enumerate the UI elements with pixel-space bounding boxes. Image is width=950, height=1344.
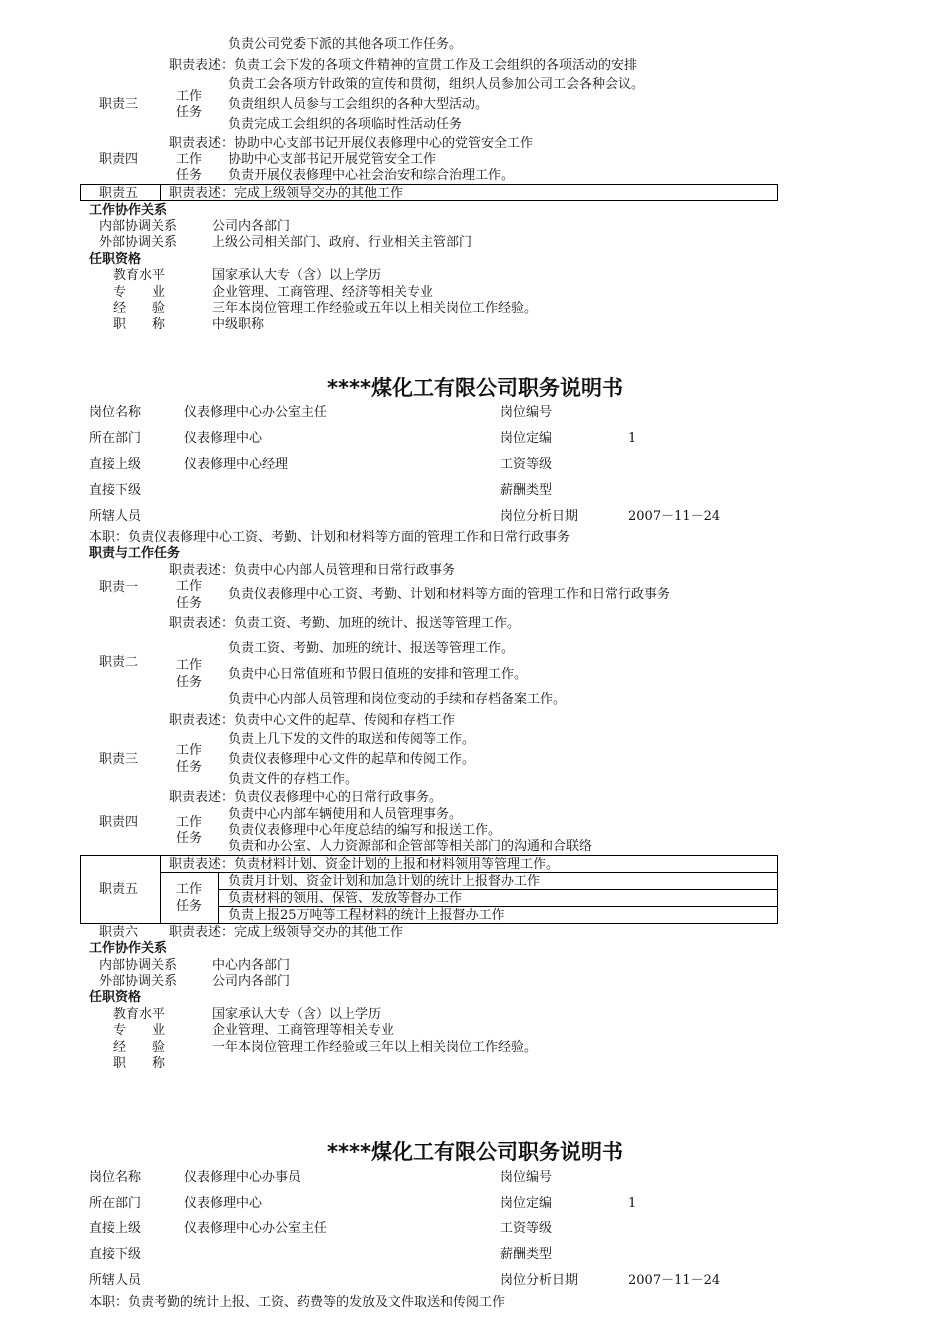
field-label: 直接上级 [89,1221,142,1236]
task-label: 任务 [176,760,203,775]
duty-statement: 职责表述：负责中心文件的起草、传阅和存档工作 [169,713,456,728]
duty-label: 职责六 [99,925,139,940]
task-text: 负责开展仪表修理中心社会治安和综合治理工作。 [228,168,515,183]
task-label: 工作 [176,882,203,897]
field-label: 外部协调关系 [99,974,178,989]
field-label: 教育水平 [113,1007,166,1022]
main-duty: 本职：负责考勤的统计上报、工资、药费等的发放及文件取送和传阅工作 [89,1295,506,1310]
field-label: 内部协调关系 [99,219,178,234]
field-value: 2007－11－24 [628,1273,721,1288]
field-label: 所辖人员 [89,1273,142,1288]
field-label: 所在部门 [89,431,142,446]
field-value: 国家承认大专（含）以上学历 [212,268,382,283]
field-label: 岗位定编 [500,431,553,446]
divider [218,889,778,890]
task-label: 工作 [176,579,203,594]
field-value: 仪表修理中心 [184,1196,263,1211]
task-text: 负责仪表修理中心年度总结的编写和报送工作。 [228,823,502,838]
task-label: 任务 [176,899,203,914]
section-heading: 工作协作关系 [89,941,168,956]
document-title: ****煤化工有限公司职务说明书 [327,1140,623,1164]
task-label: 任务 [176,596,203,611]
task-label: 工作 [176,152,203,167]
field-label: 岗位分析日期 [500,1273,579,1288]
field-value: 中级职称 [212,317,265,332]
field-value: 仪表修理中心办公室主任 [184,1221,328,1236]
task-label: 工作 [176,658,203,673]
field-label: 薪酬类型 [500,483,553,498]
duty-label: 职责二 [99,655,139,670]
divider [160,855,161,924]
duty-label: 职责五 [99,186,139,201]
field-label: 岗位编号 [500,405,553,420]
field-label: 直接下级 [89,483,142,498]
task-text: 负责上几下发的文件的取送和传阅等工作。 [228,732,476,747]
field-label: 经 验 [113,1040,166,1055]
field-value: 1 [628,1196,637,1211]
divider [218,872,219,924]
task-text: 负责月计划、资金计划和加急计划的统计上报督办工作 [228,874,541,889]
duty-label: 职责四 [99,815,139,830]
duty-statement: 职责表述：协助中心支部书记开展仪表修理中心的党管安全工作 [169,136,534,151]
field-label: 直接上级 [89,457,142,472]
field-label: 专 业 [113,1023,166,1038]
section-heading: 任职资格 [89,990,142,1005]
task-label: 工作 [176,89,203,104]
field-value: 2007－11－24 [628,509,721,524]
field-value: 公司内各部门 [212,974,291,989]
field-label: 所辖人员 [89,509,142,524]
duty-statement: 职责表述：负责工资、考勤、加班的统计、报送等管理工作。 [169,616,521,631]
task-text: 负责上报25万吨等工程材料的统计上报督办工作 [228,908,505,923]
task-text: 负责完成工会组织的各项临时性活动任务 [228,117,463,132]
section-heading: 任职资格 [89,252,142,267]
field-value: 中心内各部门 [212,958,291,973]
task-label: 工作 [176,743,203,758]
field-label: 薪酬类型 [500,1247,553,1262]
task-text: 负责仪表修理中心工资、考勤、计划和材料等方面的管理工作和日常行政事务 [228,587,671,602]
field-label: 岗位分析日期 [500,509,579,524]
field-label: 专 业 [113,285,166,300]
duty-statement: 职责表述：负责仪表修理中心的日常行政事务。 [169,790,443,805]
duty-label: 职责三 [99,97,139,112]
field-value: 1 [628,431,637,446]
task-text: 负责中心日常值班和节假日值班的安排和管理工作。 [228,667,528,682]
task-text: 负责工资、考勤、加班的统计、报送等管理工作。 [228,641,515,656]
field-value: 公司内各部门 [212,219,291,234]
field-label: 职 称 [113,317,166,332]
field-value: 国家承认大专（含）以上学历 [212,1007,382,1022]
duty-statement: 职责表述：完成上级领导交办的其他工作 [169,186,404,201]
main-duty: 本职：负责仪表修理中心工资、考勤、计划和材料等方面的管理工作和日常行政事务 [89,530,571,545]
duty-statement: 职责表述：负责材料计划、资金计划的上报和材料领用等管理工作。 [169,857,560,872]
task-text: 负责工会各项方针政策的宣传和贯彻，组织人员参加公司工会各种会议。 [228,77,645,92]
duty-label: 职责四 [99,152,139,167]
field-label: 岗位名称 [89,1170,142,1185]
duty-statement: 职责表述：完成上级领导交办的其他工作 [169,925,404,940]
task-label: 任务 [176,675,203,690]
field-value: 仪表修理中心办公室主任 [184,405,328,420]
field-label: 岗位编号 [500,1170,553,1185]
field-label: 经 验 [113,301,166,316]
divider [218,906,778,907]
field-value: 企业管理、工商管理等相关专业 [212,1023,395,1038]
task-label: 任务 [176,831,203,846]
task-text: 负责材料的领用、保管、发放等督办工作 [228,891,463,906]
field-label: 职 称 [113,1056,166,1071]
field-label: 工资等级 [500,457,553,472]
task-text: 负责组织人员参与工会组织的各种大型活动。 [228,97,489,112]
field-label: 所在部门 [89,1196,142,1211]
section-heading: 工作协作关系 [89,203,168,218]
duty-statement: 职责表述：负责工会下发的各项文件精神的宣贯工作及工会组织的各项活动的安排 [169,58,638,73]
task-text: 负责中心内部人员管理和岗位变动的手续和存档备案工作。 [228,692,567,707]
duty-statement: 职责表述：负责中心内部人员管理和日常行政事务 [169,563,456,578]
field-label: 外部协调关系 [99,235,178,250]
task-label: 任务 [176,105,203,120]
duty-label: 职责五 [99,882,139,897]
field-value: 仪表修理中心 [184,431,263,446]
document-title: ****煤化工有限公司职务说明书 [327,376,623,400]
divider [160,872,778,873]
duty-label: 职责三 [99,752,139,767]
field-label: 教育水平 [113,268,166,283]
duty-label: 职责一 [99,580,139,595]
field-value: 企业管理、工商管理、经济等相关专业 [212,285,434,300]
divider [160,184,161,201]
field-label: 内部协调关系 [99,958,178,973]
field-label: 岗位名称 [89,405,142,420]
field-value: 上级公司相关部门、政府、行业相关主管部门 [212,235,473,250]
field-label: 直接下级 [89,1247,142,1262]
field-label: 岗位定编 [500,1196,553,1211]
field-value: 三年本岗位管理工作经验或五年以上相关岗位工作经验。 [212,301,538,316]
task-text: 负责文件的存档工作。 [228,772,359,787]
section-heading: 职责与工作任务 [89,546,181,561]
task-text: 协助中心支部书记开展党管安全工作 [228,152,437,167]
task-text: 负责中心内部车辆使用和人员管理事务。 [228,807,463,822]
task-text: 负责和办公室、人力资源部和企管部等相关部门的沟通和合联络 [228,839,593,854]
task-text: 负责公司党委下派的其他各项工作任务。 [228,37,463,52]
field-value: 仪表修理中心办事员 [184,1170,302,1185]
task-label: 工作 [176,815,203,830]
task-text: 负责仪表修理中心文件的起草和传阅工作。 [228,752,476,767]
field-value: 一年本岗位管理工作经验或三年以上相关岗位工作经验。 [212,1040,538,1055]
task-label: 任务 [176,168,203,183]
field-value: 仪表修理中心经理 [184,457,289,472]
field-label: 工资等级 [500,1221,553,1236]
